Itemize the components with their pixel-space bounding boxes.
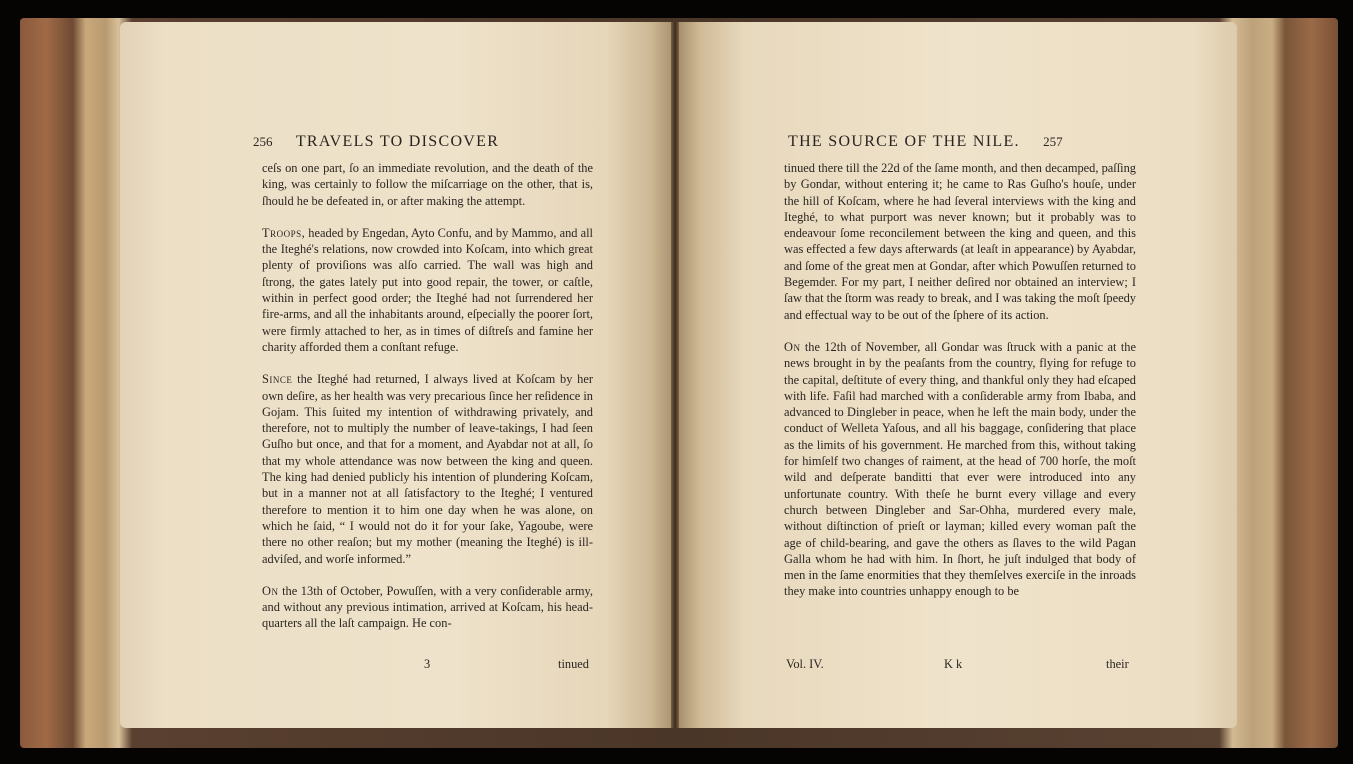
left-text-block (262, 160, 593, 632)
right-volume-label: Vol. IV. (786, 657, 824, 671)
left-signature-mark: 3 (424, 657, 431, 671)
right-text-block (784, 160, 1136, 600)
left-paragraph-2: Troops, headed by Engedan, Ayto Confu, and by Mammo, and all the Iteghé's relations, now crowded into Koſcam, into which great plenty of proviſions was alſo carried. The wall was high and ſtrong, the gates lately put into good repair, the tower, or caſtle, within in perfect good order; the Iteghé had not ſurrendered her fire-arms, and all the inhabitants around, eſpecially the poorer ſort, were firmly attached to her, as in times of diſtreſs and famine her charity afforded them a conſtant refuge. (262, 225, 593, 354)
left-catchword: tinued (558, 657, 589, 671)
left-paragraph-3: Since the Iteghé had returned, I always lived at Koſcam by her own deſire, as her health was very precarious ſince her reſidence in Gojam. This ſuited my intention of withdrawing privately, and therefore, not to multiply the number of leave-takings, I had ſeen Guſho but once, and that for a moment, and Ayabdar not at all, ſo that my whole attendance was now between the king and queen. The king had denied publicly his intention of plundering Koſcam, but in a manner not at all ſatisfactory to the Iteghé; I ventured therefore to mention it to him one day when he was alone, on which he ſaid, “ I would not do it for your ſake, Yagoube, were there no other reaſon; but my mother (meaning the Iteghé) is ill-adviſed, and worſe informed.” (262, 372, 593, 566)
book-gutter (671, 22, 679, 728)
right-head-title: THE SOURCE OF THE NILE. (788, 133, 1020, 150)
right-running-head (788, 133, 1148, 157)
right-paragraph-1: tinued there till the 22d of the ſame month, and then decamped, paſſing by Gondar, without entering it; he came to Ras Guſho's houſe, under the hill of Koſcam, where he had ſeveral interviews with the king and Iteghé, to what purport was never known; but it probably was to endeavour ſome reconcilement between the king and queen, and this was effected a few days afterwards (at leaſt in appearance) by Ayabdar, and ſome of the great men at Gondar, after which Powuſſen returned to Begemder. For my part, I neither deſired nor obtained an interview; I ſaw that the ſtorm was ready to break, and I was taking the moſt ſpeedy and effectual way to be out of the ſphere of its action. (784, 161, 1136, 322)
left-head-title: TRAVELS TO DISCOVER (295, 133, 500, 150)
right-page-number: 257 (1043, 134, 1063, 149)
left-page-number: 256 (253, 134, 273, 149)
left-running-head (253, 133, 523, 157)
right-signature-mark: K k (944, 657, 963, 671)
left-paragraph-4: On the 13th of October, Powuſſen, with a very conſiderable army, and without any previous intimation, arrived at Koſcam, his head-quarters all the laſt campaign. He con- (262, 583, 593, 631)
left-paragraph-1: ceſs on one part, ſo an immediate revolution, and the death of the king, was certainly to follow the miſcarriage on the other, that is, ſhould he be defeated in, or after making the attempt. (262, 161, 593, 208)
right-paragraph-2: On the 12th of November, all Gondar was ſtruck with a panic at the news brought in by the peaſants from the country, flying for refuge to the capital, deſtitute of every thing, and thankful only they had eſcaped with life. Faſil had marched with a conſiderable army from Ibaba, and advanced to Dingleber in peace, when he left the main body, under the conduct of Welleta Yaſous, and all his baggage, conſidering that place as the limits of his government. He marched from this, without taking for himſelf two changes of raiment, at the head of 700 horſe, the moſt wild and deſperate banditti that ever were introduced into any unfortunate country. With theſe he burnt every village and every church between Dingleber and Sar-Ohha, murdered every male, without diſtinction of prieſt or layman; killed every woman paſt the age of child-bearing, and gave the others as ſlaves to the wild Pagan Galla whom he had with him. In ſhort, he juſt indulged that body of men in the ſame enormities that they themſelves exerciſe in the inroads they make into countries unhappy enough to be (784, 339, 1136, 599)
right-catchword: their (1106, 657, 1129, 671)
